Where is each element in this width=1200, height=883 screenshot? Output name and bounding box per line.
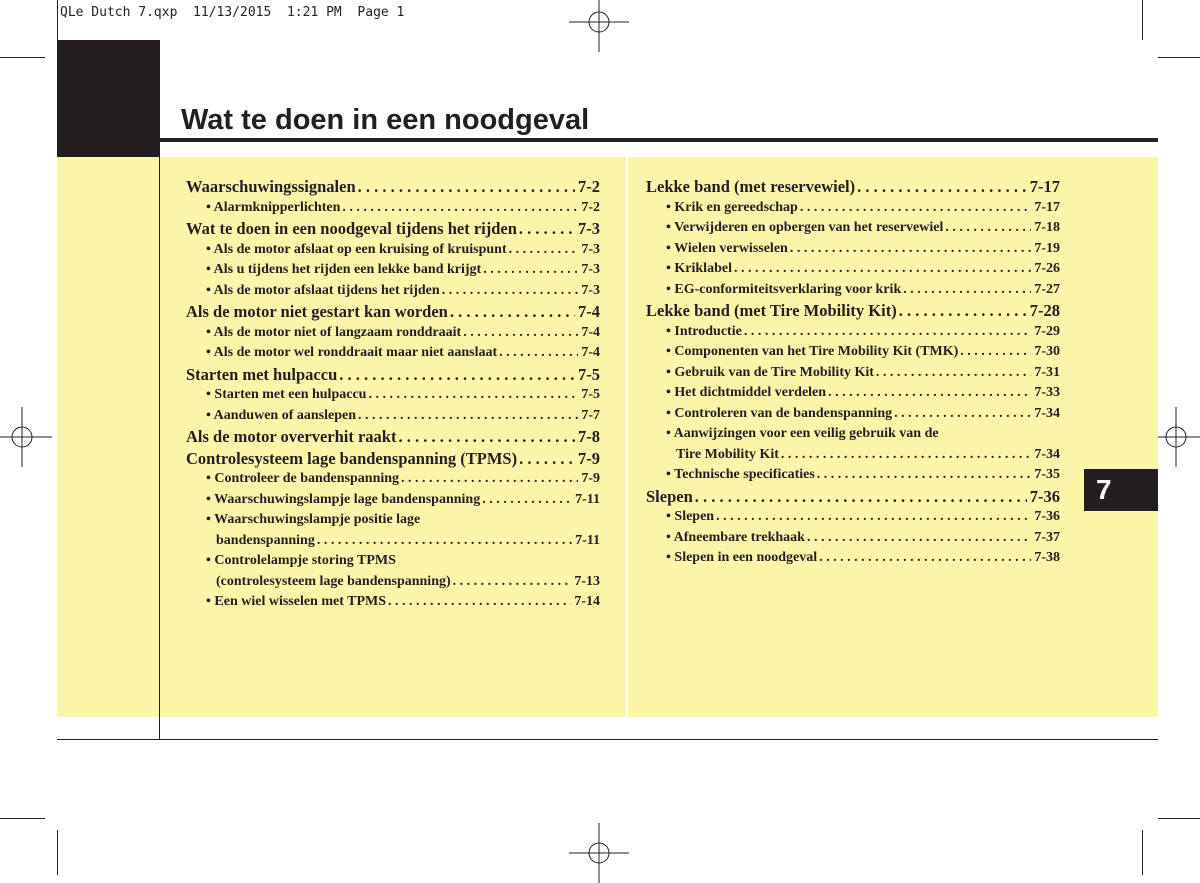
toc-page-number: 7-14 — [574, 594, 600, 609]
toc-entry-text: • Waarschuwingslampje lage bandenspanning — [206, 491, 481, 507]
toc-entry — [186, 551, 600, 572]
toc-page-number: 7-4 — [581, 324, 600, 340]
dot-leader — [497, 343, 578, 364]
toc-page-number: 7-3 — [581, 282, 600, 298]
toc-entry-text: Tire Mobility Kit — [676, 446, 779, 462]
crop-mark — [1158, 57, 1200, 58]
dot-leader — [817, 548, 1031, 569]
toc-entry-text: • Aanwijzingen voor een veilig gebruik van de — [666, 426, 939, 441]
dot-leader — [481, 260, 578, 281]
toc-subentry — [646, 507, 1060, 528]
toc-page-number: 7-17 — [1034, 199, 1060, 215]
dot-leader — [315, 531, 572, 552]
toc-page-number: 7-3 — [581, 241, 600, 257]
toc-section-entry — [186, 301, 600, 323]
dot-leader — [356, 176, 575, 198]
toc-entry-text: • Krik en gereedschap — [666, 199, 798, 215]
crop-mark — [1158, 818, 1200, 819]
toc-page-number: 7-30 — [1034, 344, 1060, 359]
toc-subentry — [186, 323, 600, 344]
toc-entry-text: • Controleren van de bandenspanning — [666, 405, 893, 421]
toc-subentry — [646, 280, 1060, 301]
toc-page-number: 7-11 — [575, 491, 600, 507]
toc-page-number: 7-2 — [578, 177, 600, 196]
toc-entry-text: • Introductie — [666, 323, 742, 339]
chapter-tab — [1084, 469, 1158, 511]
dot-leader — [386, 592, 571, 613]
toc-entry-text: • Verwijderen en opbergen van het reservewiel — [666, 220, 944, 235]
toc-entry-text: • Een wiel wisselen met TPMS — [206, 594, 387, 609]
dot-leader — [855, 176, 1027, 198]
toc-entry-text: Waarschuwingssignalen — [186, 177, 356, 196]
toc-page-number: 7-27 — [1034, 281, 1060, 297]
toc-subentry — [646, 445, 1060, 466]
toc-page-number: 7-2 — [581, 199, 600, 215]
toc-entry-text: Slepen — [646, 486, 693, 506]
toc-section-entry — [186, 176, 600, 198]
toc-section-entry — [646, 176, 1060, 198]
toc-subentry — [186, 531, 600, 552]
dot-leader — [507, 240, 579, 261]
toc-subentry — [646, 528, 1060, 549]
toc-entry-text: • Als de motor afslaat tijdens het rijden — [206, 282, 440, 298]
toc-page-number: 7-11 — [575, 532, 600, 548]
toc-page-number: 7-28 — [1029, 301, 1060, 320]
toc-entry-text: Lekke band (met reservewiel) — [646, 177, 856, 196]
toc-entry-text: • Als u tijdens het rijden een lekke band krijgt — [206, 262, 482, 277]
header-black-tab — [57, 40, 160, 157]
toc-section-entry — [186, 218, 600, 240]
toc-subentry — [646, 465, 1060, 486]
toc-page-number: 7-33 — [1034, 385, 1060, 400]
toc-subentry — [646, 259, 1060, 280]
margin-rule-vertical — [159, 157, 160, 740]
dot-leader — [826, 383, 1031, 404]
toc-page-number: 7-34 — [1034, 405, 1060, 421]
toc-entry-text: • Slepen in een noodgeval — [666, 550, 818, 565]
dot-leader — [461, 323, 578, 344]
toc-page-number: 7-26 — [1034, 261, 1060, 276]
dot-leader — [399, 469, 578, 490]
toc-subentry — [646, 383, 1060, 404]
toc-entry-text: • Componenten van het Tire Mobility Kit (TMK) — [666, 344, 959, 359]
toc-column-left — [186, 176, 600, 613]
column-divider — [626, 157, 628, 717]
toc-page-number: 7-13 — [574, 573, 600, 589]
toc-subentry — [186, 240, 600, 261]
toc-page-number: 7-29 — [1034, 323, 1060, 339]
print-slug: QLe Dutch 7.qxp 11/13/2015 1:21 PM Page 1 — [60, 5, 405, 20]
toc-section-entry — [646, 486, 1060, 508]
dot-leader — [340, 198, 578, 219]
toc-entry — [186, 510, 600, 531]
crop-mark — [57, 0, 58, 40]
toc-subentry — [646, 239, 1060, 260]
toc-page-number: 7-4 — [581, 345, 600, 360]
toc-entry-text: • Wielen verwisselen — [666, 240, 788, 256]
dot-leader — [901, 280, 1031, 301]
toc-entry-text: • Als de motor wel ronddraait maar niet aanslaat — [206, 345, 498, 360]
crop-mark — [57, 830, 58, 875]
toc-entry-text: Controlesysteem lage bandenspanning (TPMS) — [186, 448, 518, 468]
toc-page-number: 7-7 — [581, 407, 600, 423]
toc-entry-text: • Het dichtmiddel verdelen — [666, 385, 827, 400]
toc-entry-text: Lekke band (met Tire Mobility Kit) — [646, 301, 897, 320]
crop-mark — [1142, 830, 1143, 875]
toc-entry-text: • Technische specificaties — [666, 467, 815, 482]
toc-page-number: 7-35 — [1034, 467, 1060, 482]
toc-entry-text: Starten met hulpaccu — [186, 364, 338, 384]
toc-page-number: 7-3 — [578, 219, 600, 238]
dot-leader — [788, 239, 1032, 260]
dot-leader — [805, 528, 1031, 549]
dot-leader — [897, 300, 1027, 322]
toc-entry — [646, 424, 1060, 445]
dot-leader — [396, 426, 575, 448]
toc-entry-text: • Als de motor niet of langzaam ronddraait — [206, 324, 462, 340]
chapter-number: 7 — [1096, 474, 1112, 505]
dot-leader — [732, 259, 1031, 280]
dot-leader — [958, 342, 1031, 363]
dot-leader — [451, 572, 572, 593]
toc-subentry — [186, 592, 600, 613]
toc-page-number: 7-31 — [1034, 364, 1060, 380]
toc-section-entry — [186, 448, 600, 470]
toc-subentry — [186, 572, 600, 593]
toc-subentry — [186, 260, 600, 281]
toc-entry-text: • Afneembare trekhaak — [666, 529, 805, 545]
toc-page-number: 7-3 — [581, 262, 600, 277]
toc-entry-text: • Slepen — [666, 509, 715, 524]
toc-page-number: 7-19 — [1034, 240, 1060, 256]
toc-page-number: 7-8 — [578, 427, 600, 446]
toc-entry-text: (controlesysteem lage bandenspanning) — [216, 573, 451, 589]
toc-entry-text: Wat te doen in een noodgeval tijdens het rijden — [186, 219, 517, 238]
dot-leader — [366, 385, 578, 406]
dot-leader — [693, 486, 1027, 508]
toc-subentry — [646, 342, 1060, 363]
toc-entry-text: bandenspanning — [216, 532, 315, 548]
toc-page-number: 7-9 — [578, 448, 600, 468]
footer-rule — [57, 739, 1158, 740]
toc-section-entry — [186, 426, 600, 448]
toc-subentry — [646, 404, 1060, 425]
toc-entry-text: • EG-conformiteitsverklaring voor krik — [666, 281, 902, 297]
dot-leader — [448, 301, 575, 323]
toc-page-number: 7-38 — [1034, 550, 1060, 565]
dot-leader — [440, 281, 579, 302]
dot-leader — [714, 507, 1031, 528]
toc-subentry — [646, 322, 1060, 343]
toc-subentry — [646, 198, 1060, 219]
dot-leader — [943, 218, 1031, 239]
dot-leader — [892, 404, 1031, 425]
dot-leader — [798, 198, 1032, 219]
crop-mark — [1142, 0, 1143, 40]
dot-leader — [815, 465, 1032, 486]
page-title: Wat te doen in een noodgeval — [181, 104, 590, 136]
toc-page-number: 7-4 — [578, 302, 600, 321]
toc-subentry — [186, 385, 600, 406]
toc-page-number: 7-5 — [578, 364, 600, 384]
toc-page-number: 7-17 — [1029, 177, 1060, 196]
toc-subentry — [646, 363, 1060, 384]
toc-page-number: 7-18 — [1034, 220, 1060, 235]
toc-entry-text: • Alarmknipperlichten — [206, 199, 341, 215]
title-rule — [160, 138, 1158, 142]
toc-page-number: 7-36 — [1034, 509, 1060, 524]
dot-leader — [337, 364, 575, 386]
crop-mark — [0, 818, 45, 819]
toc-entry-text: • Controlelampje storing TPMS — [206, 553, 396, 568]
toc-page-number: 7-34 — [1034, 446, 1060, 462]
toc-page-number: 7-5 — [581, 387, 600, 402]
toc-entry-text: Als de motor oververhit raakt — [186, 427, 397, 446]
toc-entry-text: Als de motor niet gestart kan worden — [186, 302, 448, 321]
toc-column-right — [646, 176, 1060, 569]
toc-subentry — [186, 343, 600, 364]
toc-entry-text: • Gebruik van de Tire Mobility Kit — [666, 364, 874, 380]
toc-subentry — [646, 218, 1060, 239]
toc-entry-text: • Aanduwen of aanslepen — [206, 407, 356, 423]
toc-page-number: 7-36 — [1029, 486, 1060, 506]
toc-entry-text: • Controleer de bandenspanning — [206, 471, 400, 486]
toc-entry-text: • Kriklabel — [666, 261, 732, 276]
dot-leader — [517, 218, 575, 240]
toc-entry-text: • Starten met een hulpaccu — [206, 387, 367, 402]
dot-leader — [480, 490, 572, 511]
toc-section-entry — [646, 300, 1060, 322]
dot-leader — [517, 448, 575, 470]
toc-entry-text: • Als de motor afslaat op een kruising of kruispunt — [206, 241, 507, 257]
crop-mark — [0, 57, 45, 58]
dot-leader — [779, 445, 1031, 466]
toc-subentry — [186, 198, 600, 219]
toc-entry-text: • Waarschuwingslampje positie lage — [206, 512, 421, 527]
toc-subentry — [186, 490, 600, 511]
toc-section-entry — [186, 364, 600, 386]
toc-subentry — [186, 469, 600, 490]
dot-leader — [742, 322, 1032, 343]
toc-subentry — [646, 548, 1060, 569]
dot-leader — [356, 406, 578, 427]
dot-leader — [874, 363, 1031, 384]
toc-subentry — [186, 406, 600, 427]
toc-page-number: 7-9 — [581, 471, 600, 486]
toc-subentry — [186, 281, 600, 302]
toc-page-number: 7-37 — [1034, 529, 1060, 545]
